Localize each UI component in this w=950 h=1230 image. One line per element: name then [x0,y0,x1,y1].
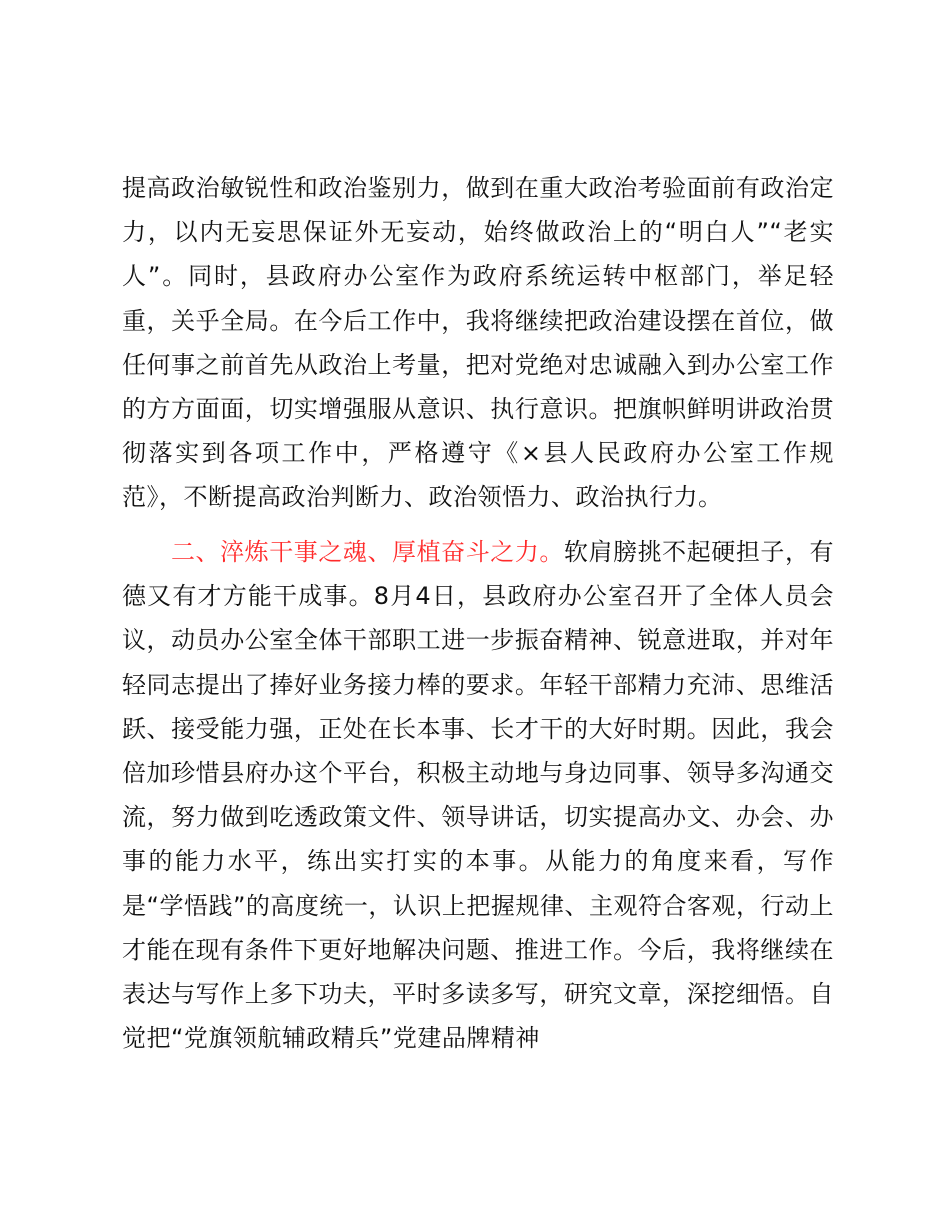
section-two-body: 软肩膀挑不起硬担子，有德又有才方能干成事。8月4日，县政府办公室召开了全体人员会议，动员办公室全体干部职工进一步振奋精神、锐意进取，并对年轻同志提出了捧好业务接力棒的要求。年轻干部精力充沛、思维活跃、接受能力强，正处在长本事、长才干的大好时期。因此，我会倍加珍惜县府办这个平台，积极主动地与身边同事、领导多沟通交流，努力做到吃透政策文件、领导讲话，切实提高办文、办会、办事的能力水平，练出实打实的本事。从能力的角度来看，写作是“学悟践”的高度统一，认识上把握规律、主观符合客观，行动上才能在现有条件下更好地解决问题、推进工作。今后，我将继续在表达与写作上多下功夫，平时多读多写，研究文章，深挖细悟。自觉把“党旗领航辅政精兵”党建品牌精神 [122,538,834,1053]
section-two-heading: 二、淬炼干事之魂、厚植奋斗之力。 [171,538,564,566]
section-two-paragraph [122,530,834,1060]
paragraph-political-awareness: 提高政治敏锐性和政治鉴别力，做到在重大政治考验面前有政治定力，以内无妄思保证外无妄动，始终做政治上的“明白人”“老实人”。同时，县政府办公室作为政府系统运转中枢部门，举足轻重，关乎全局。在今后工作中，我将继续把政治建设摆在首位，做任何事之前首先从政治上考量，把对党绝对忠诚融入到办公室工作的方方面面，切实增强服从意识、执行意识。把旗帜鲜明讲政治贯彻落实到各项工作中，严格遵守《×县人民政府办公室工作规范》，不断提高政治判断力、政治领悟力、政治执行力。 [122,174,834,512]
